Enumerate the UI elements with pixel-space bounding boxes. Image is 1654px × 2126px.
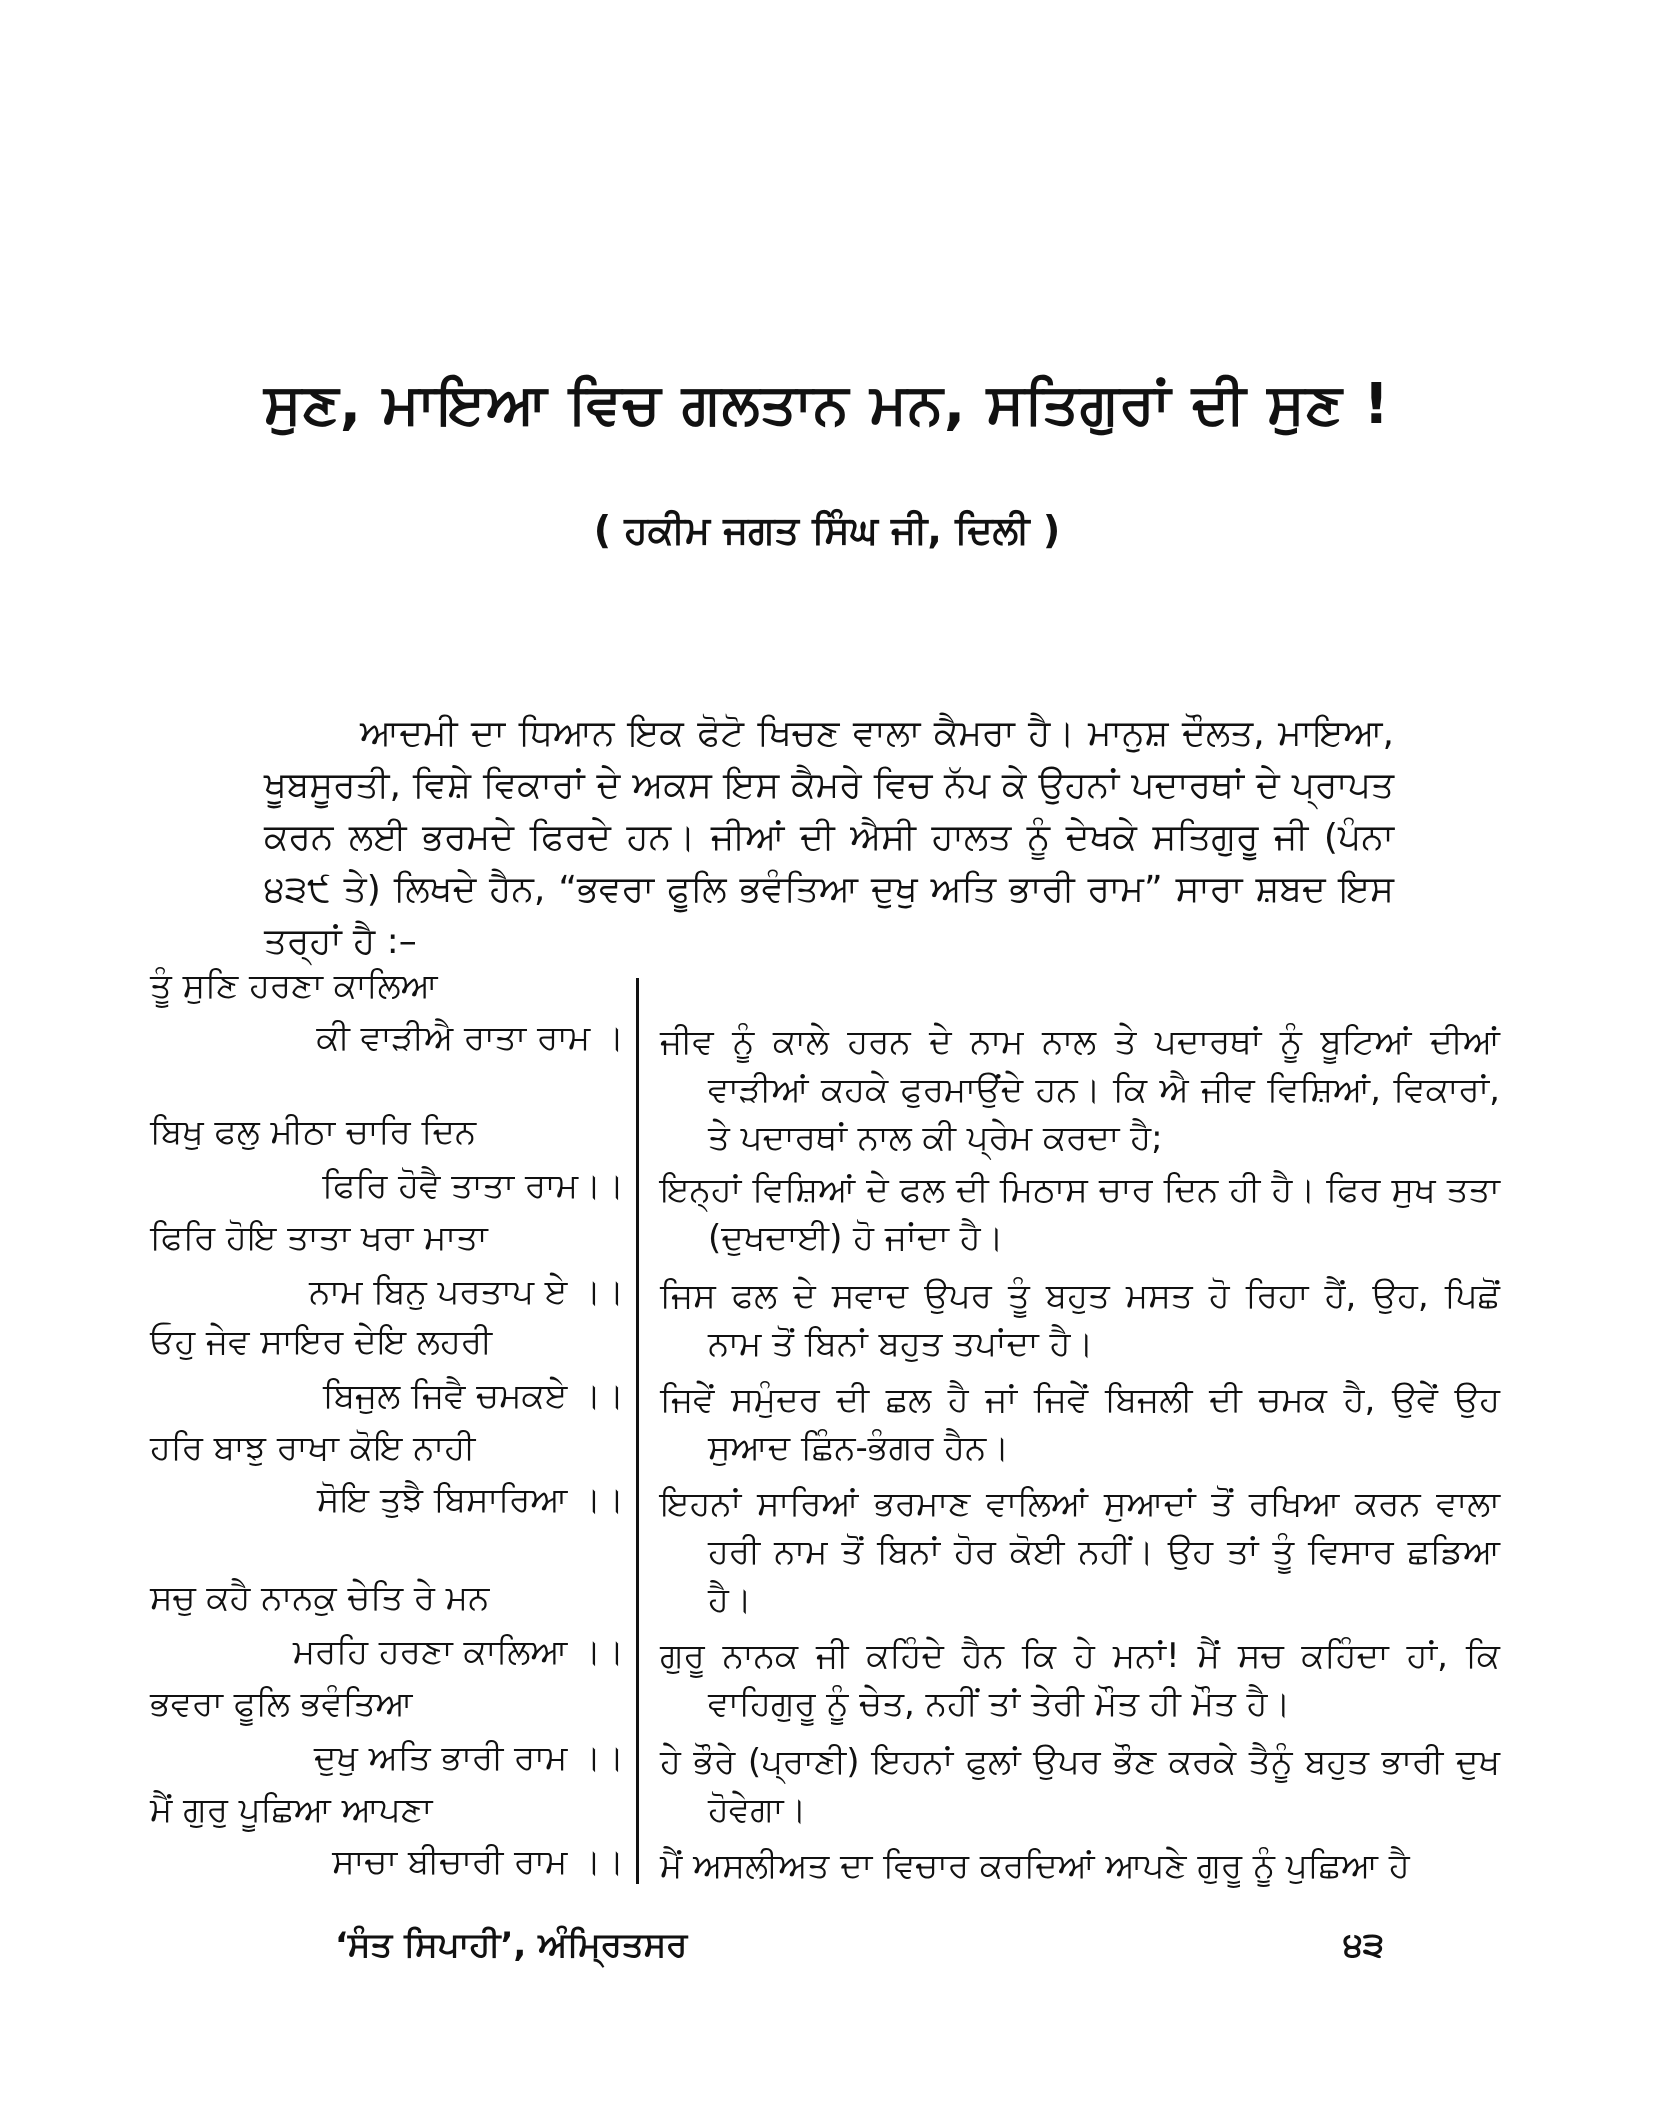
verse-line: ਫਿਰਿ ਹੋਵੈ ਤਾਤਾ ਰਾਮ।।: [322, 1166, 624, 1206]
verse-line: ਹਰਿ ਬਾਝੁ ਰਾਖਾ ਕੋਇ ਨਾਹੀ: [150, 1428, 476, 1468]
explanation-text: ਗੁਰੂ ਨਾਨਕ ਜੀ ਕਹਿੰਦੇ ਹੈਨ ਕਿ ਹੇ ਮਨਾਂ! ਮੈਂ ਸਚ ਕਹਿੰਦਾ ਹਾਂ, ਕਿ ਵਾਹਿਗੁਰੂ ਨੂੰ ਚੇਤ, ਨਹੀਂ ਤਾਂ ਤੇਰੀ ਮੌਤ ਹੀ ਮੌਤ ਹੈ।: [660, 1636, 1500, 1724]
verse-line: ਤੂੰ ਸੁਣਿ ਹਰਣਾ ਕਾਲਿਆ: [150, 966, 438, 1006]
page-title: ਸੁਣ, ਮਾਇਆ ਵਿਚ ਗਲਤਾਨ ਮਨ, ਸਤਿਗੁਰਾਂ ਦੀ ਸੁਣ !: [263, 372, 1391, 437]
explanation-block: [660, 1166, 1500, 1262]
verse-line: ਭਵਰਾ ਫੂਲਿ ਭਵੰਤਿਆ: [150, 1684, 413, 1724]
explanation-text: ਹੇ ਭੌਰੇ (ਪ੍ਰਾਣੀ) ਇਹਨਾਂ ਫੁਲਾਂ ਉਪਰ ਭੌਣ ਕਰਕੇ ਤੈਨੂੰ ਬਹੁਤ ਭਾਰੀ ਦੁਖ ਹੋਵੇਗਾ।: [660, 1742, 1500, 1830]
footer-source: ‘ਸੰਤ ਸਿਪਾਹੀ’, ਅੰਮ੍ਰਿਤਸਰ: [335, 1925, 688, 1965]
verse-line: ਮਰਹਿ ਹਰਣਾ ਕਾਲਿਆ ।।: [292, 1632, 624, 1672]
verse-line: ਫਿਰਿ ਹੋਇ ਤਾਤਾ ਖਰਾ ਮਾਤਾ: [150, 1218, 488, 1258]
intro-paragraph: [264, 708, 1394, 968]
explanation-block: [660, 1376, 1500, 1472]
verse-line: ਬਿਖੁ ਫਲੁ ਮੀਠਾ ਚਾਰਿ ਦਿਨ: [150, 1112, 477, 1152]
page-number: ੪੩: [1343, 1925, 1384, 1965]
column-divider: [636, 978, 639, 1884]
explanation-text: ਇਨ੍ਹਾਂ ਵਿਸ਼ਿਆਂ ਦੇ ਫਲ ਦੀ ਮਿਠਾਸ ਚਾਰ ਦਿਨ ਹੀ ਹੈ। ਫਿਰ ਸੁਖ ਤਤਾ (ਦੁਖਦਾਈ) ਹੋ ਜਾਂਦਾ ਹੈ।: [660, 1170, 1500, 1258]
explanation-block: [660, 1738, 1500, 1834]
author-line: ( ਹਕੀਮ ਜਗਤ ਸਿੰਘ ਜੀ, ਦਿਲੀ ): [593, 508, 1061, 552]
verse-line: ਸਚੁ ਕਹੈ ਨਾਨਕੁ ਚੇਤਿ ਰੇ ਮਨ: [150, 1578, 490, 1618]
verse-line: ਸੋਇ ਤੁਝੈ ਬਿਸਾਰਿਆ ।।: [316, 1480, 624, 1520]
explanation-block: [660, 1842, 1500, 1890]
explanation-text: ਇਹਨਾਂ ਸਾਰਿਆਂ ਭਰਮਾਣ ਵਾਲਿਆਂ ਸੁਆਦਾਂ ਤੋਂ ਰਖਿਆ ਕਰਨ ਵਾਲਾ ਹਰੀ ਨਾਮ ਤੋਂ ਬਿਨਾਂ ਹੋਰ ਕੋਈ ਨਹੀਂ। ਉਹ ਤਾਂ ਤੂੰ ਵਿਸਾਰ ਛਡਿਆ ਹੈ।: [660, 1484, 1500, 1620]
verse-line: ਦੁਖੁ ਅਤਿ ਭਾਰੀ ਰਾਮ ।।: [313, 1738, 624, 1778]
verse-line: ਕੀ ਵਾੜੀਐ ਰਾਤਾ ਰਾਮ ।: [316, 1018, 624, 1058]
intro-text: ਆਦਮੀ ਦਾ ਧਿਆਨ ਇਕ ਫੋਟੋ ਖਿਚਣ ਵਾਲਾ ਕੈਮਰਾ ਹੈ। ਮਾਨੁਸ਼ ਦੌਲਤ, ਮਾਇਆ, ਖੂਬਸੂਰਤੀ, ਵਿਸ਼ੇ ਵਿਕਾਰਾਂ ਦੇ ਅਕਸ ਇਸ ਕੈਮਰੇ ਵਿਚ ਨੱਪ ਕੇ ਉਹਨਾਂ ਪਦਾਰਥਾਂ ਦੇ ਪ੍ਰਾਪਤ ਕਰਨ ਲਈ ਭਰਮਦੇ ਫਿਰਦੇ ਹਨ। ਜੀਆਂ ਦੀ ਐਸੀ ਹਾਲਤ ਨੂੰ ਦੇਖਕੇ ਸਤਿਗੁਰੂ ਜੀ (ਪੰਨਾ ੪੩੯ ਤੇ) ਲਿਖਦੇ ਹੈਨ, “ਭਵਰਾ ਫੂਲਿ ਭਵੰਤਿਆ ਦੁਖੁ ਅਤਿ ਭਾਰੀ ਰਾਮ” ਸਾਰਾ ਸ਼ਬਦ ਇਸ ਤਰ੍ਹਾਂ ਹੈ :–: [264, 713, 1394, 962]
explanation-text: ਮੈਂ ਅਸਲੀਅਤ ਦਾ ਵਿਚਾਰ ਕਰਦਿਆਂ ਆਪਣੇ ਗੁਰੂ ਨੂੰ ਪੁਛਿਆ ਹੈ: [660, 1846, 1410, 1886]
explanation-block: [660, 1480, 1500, 1624]
explanation-block: [660, 1272, 1500, 1368]
verse-line: ਨਾਮ ਬਿਨੁ ਪਰਤਾਪ ਏ ।।: [309, 1272, 624, 1312]
explanation-block: [660, 1018, 1500, 1162]
explanation-text: ਜਿਵੇਂ ਸਮੁੰਦਰ ਦੀ ਛਲ ਹੈ ਜਾਂ ਜਿਵੇਂ ਬਿਜਲੀ ਦੀ ਚਮਕ ਹੈ, ਉਵੇਂ ਉਹ ਸੁਆਦ ਛਿੰਨ-ਭੰਗਰ ਹੈਨ।: [660, 1380, 1500, 1468]
explanation-text: ਜਿਸ ਫਲ ਦੇ ਸਵਾਦ ਉਪਰ ਤੂੰ ਬਹੁਤ ਮਸਤ ਹੋ ਰਿਹਾ ਹੈਂ, ਉਹ, ਪਿਛੋਂ ਨਾਮ ਤੋਂ ਬਿਨਾਂ ਬਹੁਤ ਤਪਾਂਦਾ ਹੈ।: [660, 1276, 1500, 1364]
verse-line: ਬਿਜੁਲ ਜਿਵੈ ਚਮਕਏ ।।: [322, 1376, 624, 1416]
explanation-block: [660, 1632, 1500, 1728]
verse-line: ਮੈਂ ਗੁਰੁ ਪੂਛਿਆ ਆਪਣਾ: [150, 1790, 433, 1830]
verse-line: ਸਾਚਾ ਬੀਚਾਰੀ ਰਾਮ ।।: [332, 1842, 624, 1882]
explanation-text: ਜੀਵ ਨੂੰ ਕਾਲੇ ਹਰਨ ਦੇ ਨਾਮ ਨਾਲ ਤੇ ਪਦਾਰਥਾਂ ਨੂੰ ਬੂਟਿਆਂ ਦੀਆਂ ਵਾੜੀਆਂ ਕਹਕੇ ਫੁਰਮਾਉਂਦੇ ਹਨ। ਕਿ ਐ ਜੀਵ ਵਿਸ਼ਿਆਂ, ਵਿਕਾਰਾਂ, ਤੇ ਪਦਾਰਥਾਂ ਨਾਲ ਕੀ ਪ੍ਰੇਮ ਕਰਦਾ ਹੈ;: [660, 1022, 1500, 1158]
verse-line: ਓਹੁ ਜੇਵ ਸਾਇਰ ਦੇਇ ਲਹਰੀ: [150, 1322, 493, 1362]
